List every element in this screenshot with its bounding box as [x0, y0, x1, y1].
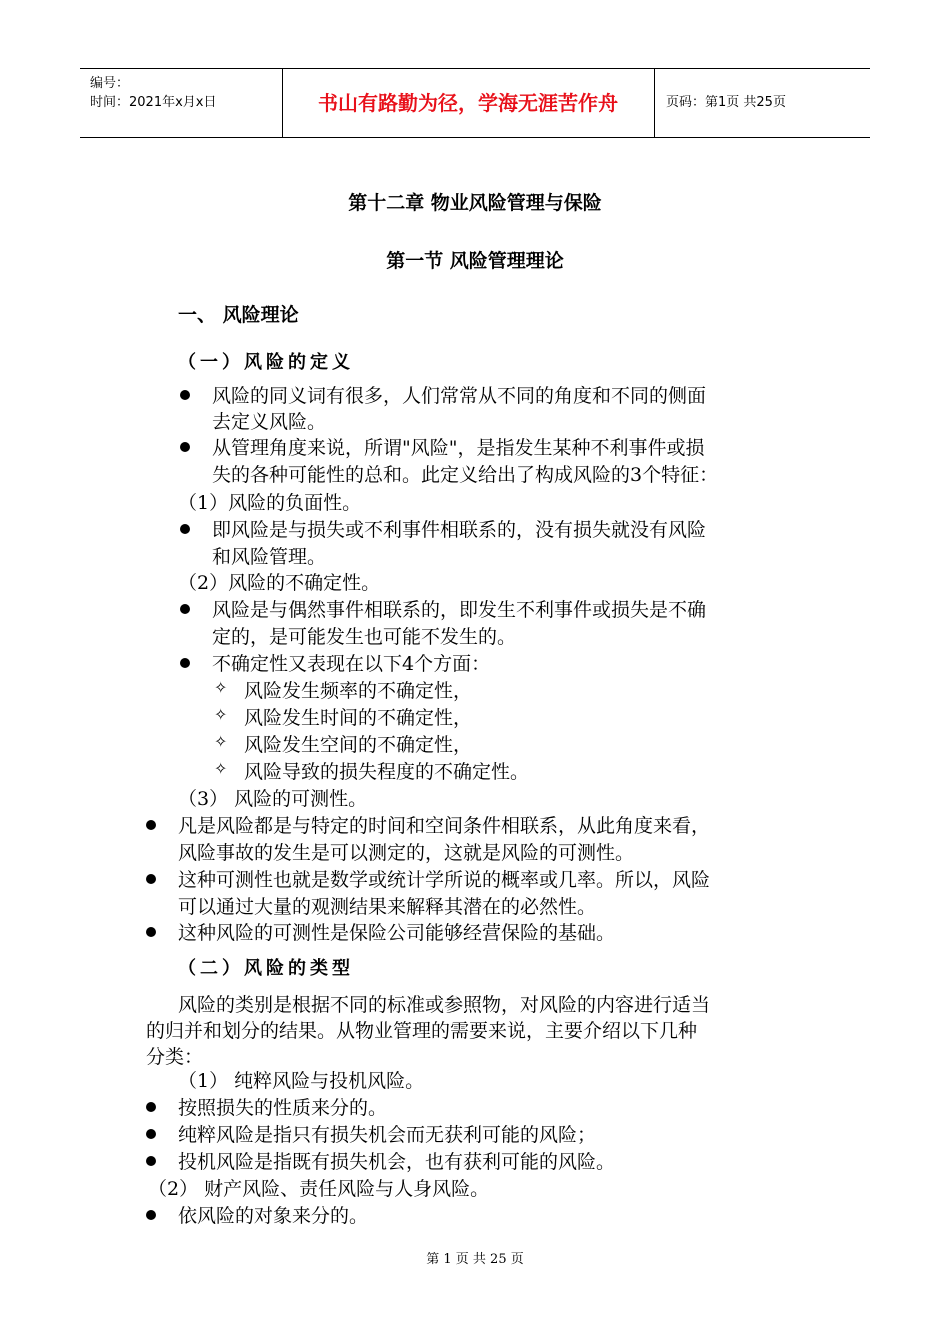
list-item: 风险发生空间的不确定性， — [244, 734, 473, 756]
diamond-icon: ✧ — [214, 759, 228, 778]
paragraph: 依风险的对象来分的。 — [178, 1205, 369, 1227]
list-item: 风险发生频率的不确定性， — [244, 680, 473, 702]
paragraph: 可以通过大量的观测结果来解释其潜在的必然性。 — [178, 896, 597, 918]
bullet-icon — [146, 820, 156, 830]
subsubsection-definition: （一）风险的定义 — [178, 352, 354, 373]
motto: 书山有路勤为径，学海无涯苦作舟 — [282, 69, 655, 137]
paragraph: 风险事故的发生是可以测定的，这就是风险的可测性。 — [178, 842, 635, 864]
item-heading: （3） 风险的可测性。 — [178, 788, 368, 810]
paragraph: 和风险管理。 — [212, 546, 327, 568]
paragraph: 风险的同义词有很多，人们常常从不同的角度和不同的侧面 — [212, 385, 707, 407]
bullet-icon — [146, 1210, 156, 1220]
bullet-icon — [146, 927, 156, 937]
header-table — [80, 68, 870, 138]
paragraph: 凡是风险都是与特定的时间和空间条件相联系，从此角度来看， — [178, 815, 711, 837]
paragraph: 投机风险是指既有损失机会，也有获利可能的风险。 — [178, 1151, 616, 1173]
bullet-icon — [180, 390, 190, 400]
diamond-icon: ✧ — [214, 732, 228, 751]
item-heading: （2）风险的不确定性。 — [178, 572, 381, 594]
paragraph: 的归并和划分的结果。从物业管理的需要来说，主要介绍以下几种 — [146, 1020, 698, 1042]
subsubsection-types: （二）风险的类型 — [178, 958, 354, 979]
bullet-icon — [180, 658, 190, 668]
paragraph: 纯粹风险是指只有损失机会而无获利可能的风险； — [178, 1124, 597, 1146]
diamond-icon: ✧ — [214, 705, 228, 724]
paragraph: 失的各种可能性的总和。此定义给出了构成风险的3个特征： — [212, 464, 719, 486]
item-heading: （2） 财产风险、责任风险与人身风险。 — [148, 1178, 490, 1200]
subsection-title: 一、 风险理论 — [178, 304, 299, 326]
diamond-icon: ✧ — [214, 678, 228, 697]
bullet-icon — [180, 524, 190, 534]
paragraph: 去定义风险。 — [212, 411, 327, 433]
paragraph: 即风险是与损失或不利事件相联系的，没有损失就没有风险 — [212, 519, 707, 541]
paragraph: 从管理角度来说，所谓"风险"，是指发生某种不利事件或损 — [212, 437, 705, 459]
list-item: 风险导致的损失程度的不确定性。 — [244, 761, 530, 783]
bullet-icon — [146, 1129, 156, 1139]
list-item: 风险发生时间的不确定性， — [244, 707, 473, 729]
bullet-icon — [180, 604, 190, 614]
bullet-icon — [146, 1156, 156, 1166]
paragraph: 分类： — [146, 1046, 204, 1068]
paragraph: 按照损失的性质来分的。 — [178, 1097, 388, 1119]
paragraph: 定的，是可能发生也可能不发生的。 — [212, 626, 517, 648]
paragraph: 这种可测性也就是数学或统计学所说的概率或几率。所以，风险 — [178, 869, 711, 891]
paragraph: 这种风险的可测性是保险公司能够经营保险的基础。 — [178, 922, 616, 944]
section-title: 第一节 风险管理理论 — [386, 250, 564, 272]
date-label: 时间：2021年x月x日 — [90, 95, 217, 110]
bullet-icon — [146, 1102, 156, 1112]
chapter-title: 第十二章 物业风险管理与保险 — [348, 192, 602, 214]
item-heading: （1）风险的负面性。 — [178, 492, 362, 514]
page-info: 页码：第1页 共25页 — [666, 95, 786, 110]
bullet-icon — [180, 442, 190, 452]
paragraph: 不确定性又表现在以下4个方面： — [212, 653, 491, 675]
paragraph: 风险是与偶然事件相联系的，即发生不利事件或损失是不确 — [212, 599, 707, 621]
item-heading: （1） 纯粹风险与投机风险。 — [178, 1070, 425, 1092]
page-footer: 第 1 页 共 25 页 — [426, 1252, 524, 1267]
paragraph: 风险的类别是根据不同的标准或参照物，对风险的内容进行适当 — [178, 994, 711, 1016]
bullet-icon — [146, 874, 156, 884]
header-left-cell — [80, 69, 283, 137]
number-label: 编号： — [90, 76, 130, 91]
